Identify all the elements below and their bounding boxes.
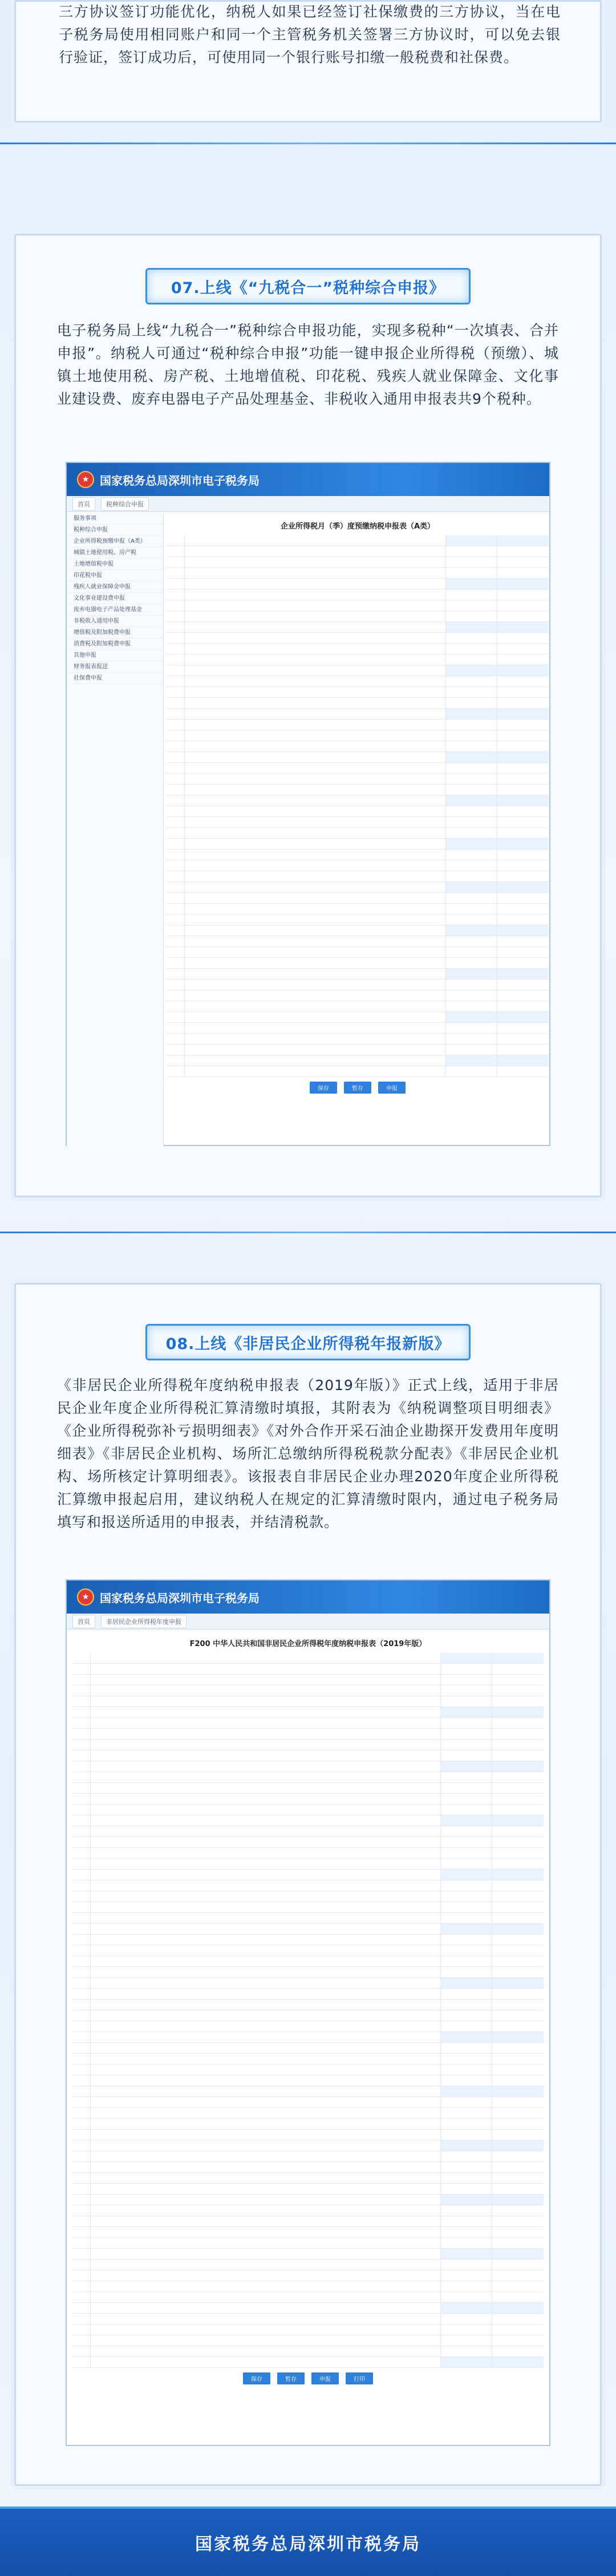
sidebar-item[interactable]: 企业所得税预缴申报（A类） (67, 536, 163, 547)
form-button[interactable]: 打印 (346, 2372, 373, 2384)
table-row (72, 2119, 544, 2130)
table-row (167, 720, 549, 730)
table-row (72, 1967, 544, 1978)
table-row (167, 535, 549, 546)
screenshot-nonresident-annual (66, 1579, 550, 2446)
table-row (72, 2140, 544, 2151)
form-button[interactable]: 保存 (310, 1082, 337, 1094)
table-row (72, 2021, 544, 2032)
tab-bar-2 (67, 1614, 549, 1630)
table-row (72, 2162, 544, 2173)
table-row (72, 1815, 544, 1826)
table-row (167, 557, 549, 568)
table-row (72, 2075, 544, 2086)
table-row (167, 600, 549, 611)
table-row (72, 2086, 544, 2097)
table-row (72, 1870, 544, 1880)
table-row (167, 665, 549, 676)
table-row (167, 709, 549, 720)
table-row (72, 1783, 544, 1794)
table-row (167, 969, 549, 980)
sidebar-item[interactable]: 土地增值税申报 (67, 559, 163, 570)
table-row (72, 2260, 544, 2270)
tab-home[interactable]: 首页 (72, 497, 95, 511)
table-row (72, 2032, 544, 2043)
tax-bureau-header-2 (67, 1580, 549, 1614)
table-row (72, 1913, 544, 1924)
sidebar-item[interactable]: 服务事项 (67, 513, 163, 525)
intro-card (14, 0, 602, 123)
table-row (72, 1891, 544, 1902)
form-title: 企业所得税月（季）度预缴纳税申报表（A类） (280, 522, 435, 531)
section-divider-2 (0, 1232, 616, 1233)
form-rows-2 (72, 1653, 544, 2368)
screenshot-comprehensive-declaration (66, 462, 550, 1146)
table-row (72, 1859, 544, 1870)
table-row (167, 806, 549, 817)
table-row (167, 676, 549, 687)
table-row (167, 633, 549, 644)
sidebar-item[interactable]: 其他申报 (67, 650, 163, 661)
table-row (72, 1729, 544, 1740)
table-row (72, 2335, 544, 2346)
table-row (167, 990, 549, 1001)
table-row (167, 687, 549, 698)
table-row (72, 1696, 544, 1707)
table-row (167, 925, 549, 936)
table-row (167, 947, 549, 958)
table-row (72, 1924, 544, 1935)
table-row (72, 1653, 544, 1664)
sidebar (67, 513, 164, 1146)
header-title: 国家税务总局深圳市电子税务局 (100, 1591, 260, 1605)
sidebar-item[interactable]: 社保费申报 (67, 673, 163, 684)
table-row (167, 655, 549, 665)
table-row (72, 1750, 544, 1761)
table-row (167, 579, 549, 590)
table-row (167, 763, 549, 774)
table-row (167, 795, 549, 806)
table-row (72, 1837, 544, 1848)
declaration-form (167, 515, 549, 1143)
table-row (72, 1945, 544, 1956)
table-row (167, 1066, 549, 1077)
table-row (167, 839, 549, 850)
table-row (72, 1761, 544, 1772)
table-row (167, 817, 549, 828)
table-row (72, 2043, 544, 2054)
table-row (72, 2227, 544, 2238)
table-row (167, 1023, 549, 1034)
table-row (72, 1685, 544, 1696)
table-row (167, 774, 549, 785)
tab-current[interactable]: 税种综合申报 (101, 497, 149, 511)
table-row (72, 2151, 544, 2162)
table-row (72, 1772, 544, 1783)
form-button[interactable]: 保存 (243, 2372, 270, 2384)
table-row (167, 882, 549, 893)
section7-banner: 07.上线《“九税合一”税种综合申报》 (145, 268, 471, 304)
table-row (167, 752, 549, 763)
sidebar-item[interactable]: 非税收入通用申报 (67, 616, 163, 627)
table-row (72, 2000, 544, 2010)
table-row (72, 2249, 544, 2260)
table-row (167, 904, 549, 915)
table-row (72, 1707, 544, 1718)
sidebar-item[interactable]: 印花税申报 (67, 570, 163, 582)
table-row (72, 1978, 544, 1989)
table-row (72, 2010, 544, 2021)
form-button[interactable]: 暂存 (344, 1082, 371, 1094)
table-row (72, 2325, 544, 2335)
table-row (72, 1718, 544, 1729)
table-row (167, 785, 549, 795)
table-row (72, 2270, 544, 2281)
table-row (167, 860, 549, 871)
sidebar-item[interactable]: 城镇土地使用税、房产税 (67, 547, 163, 559)
table-row (167, 644, 549, 655)
table-row (72, 2216, 544, 2227)
table-row (72, 1935, 544, 1945)
table-row (72, 1956, 544, 1967)
table-row (167, 730, 549, 741)
table-row (72, 2130, 544, 2140)
sidebar-item[interactable]: 文化事业建设费申报 (67, 593, 163, 604)
table-row (167, 936, 549, 947)
table-row (167, 828, 549, 839)
tab-home[interactable]: 首页 (72, 1615, 95, 1628)
header-title: 国家税务总局深圳市电子税务局 (100, 473, 260, 487)
footer-banner: 国家税务总局深圳市税务局 (0, 2509, 616, 2576)
table-row (167, 1012, 549, 1023)
section8-text: 《非居民企业所得税年度纳税申报表（2019年版）》正式上线，适用于非居民企业年度企业所得税汇算清缴时填报，其附表为《纳税调整项目明细表》《企业所得税弥补亏损明细表》《对外合作开采石油企业勘探开发费用年度明细表》《非居民企业机构、场所汇总缴纳所得税税款分配表》《非居民企业机构、场所核定计算明细表》。该报表自非居民企业办理2020年度企业所得税汇算缴申报起启用，建议纳税人在规定的汇算清缴时限内，通过电子税务局填写和报送所适用的申报表，并结清税款。 (57, 1377, 559, 1530)
table-row (72, 2065, 544, 2075)
section7-text: 电子税务局上线“九税合一”税种综合申报功能，实现多税种“一次填表、合并申报”。纳税人可通过“税种综合申报”功能一键申报企业所得税（预缴）、城镇土地使用税、房产税、土地增值税、印花税、残疾人就业保障金、文化事业建设费、废弃电器电子产品处理基金、非税收入通用申报表共9个税种。 (57, 322, 559, 407)
sidebar-item[interactable]: 增值税及附加税费申报 (67, 627, 163, 639)
table-row (167, 958, 549, 969)
table-row (72, 2292, 544, 2303)
table-row (167, 741, 549, 752)
table-row (167, 546, 549, 557)
form-title-2: F200 中华人民共和国非居民企业所得税年度纳税申报表（2019年版） (189, 1640, 427, 1648)
sidebar-item[interactable]: 消费税及附加税费申报 (67, 639, 163, 650)
table-row (72, 2238, 544, 2249)
table-row (167, 1045, 549, 1055)
table-row (72, 1880, 544, 1891)
table-row (72, 2205, 544, 2216)
form-rows (167, 535, 549, 1077)
table-row (72, 2314, 544, 2325)
table-row (167, 1034, 549, 1045)
sidebar-item[interactable]: 废弃电器电子产品处理基金 (67, 604, 163, 616)
table-row (72, 1989, 544, 2000)
sidebar-item[interactable]: 税种综合申报 (67, 525, 163, 536)
tab-current[interactable]: 非居民企业所得税年度申报 (101, 1615, 187, 1628)
table-row (72, 2346, 544, 2357)
table-row (167, 893, 549, 904)
sidebar-item[interactable]: 残疾人就业保障金申报 (67, 582, 163, 593)
sidebar-item[interactable]: 财务报表报送 (67, 661, 163, 673)
table-row (72, 1675, 544, 1685)
table-row (72, 2054, 544, 2065)
table-row (72, 2173, 544, 2184)
table-row (72, 1794, 544, 1805)
table-row (167, 611, 549, 622)
table-row (72, 2281, 544, 2292)
table-row (72, 1805, 544, 1815)
section8-banner: 08.上线《非居民企业所得税年报新版》 (145, 1324, 471, 1360)
table-row (167, 622, 549, 633)
table-row (72, 2303, 544, 2314)
form-buttons-2 (72, 2368, 544, 2389)
form-button[interactable]: 暂存 (277, 2372, 305, 2384)
emblem-icon: ★ (77, 1588, 94, 1606)
emblem-icon: ★ (77, 471, 94, 488)
form-button[interactable]: 申报 (311, 2372, 339, 2384)
table-row (167, 980, 549, 990)
table-row (72, 2357, 544, 2368)
table-row (167, 1001, 549, 1012)
table-row (72, 2195, 544, 2205)
table-row (72, 2108, 544, 2119)
table-row (167, 590, 549, 600)
table-row (167, 850, 549, 860)
tax-bureau-header (67, 463, 549, 496)
intro-text: 三方协议签订功能优化，纳税人如果已经签订社保缴费的三方协议，当在电子税务局使用相同账户和同一个主管税务机关签署三方协议时，可以免去银行验证，签订成功后，可使用同一个银行账号扣缴一般税费和社保费。 (59, 3, 561, 66)
table-row (167, 1055, 549, 1066)
table-row (72, 1826, 544, 1837)
table-row (72, 1848, 544, 1859)
table-row (72, 1740, 544, 1750)
section-divider (0, 143, 616, 144)
table-row (72, 1664, 544, 1675)
annual-form (72, 1633, 544, 2443)
form-button[interactable]: 申报 (378, 1082, 406, 1094)
tab-bar (67, 496, 549, 512)
form-buttons (167, 1077, 549, 1098)
table-row (167, 568, 549, 579)
table-row (72, 1902, 544, 1913)
table-row (167, 915, 549, 925)
table-row (167, 698, 549, 709)
table-row (72, 2097, 544, 2108)
table-row (167, 871, 549, 882)
table-row (72, 2184, 544, 2195)
